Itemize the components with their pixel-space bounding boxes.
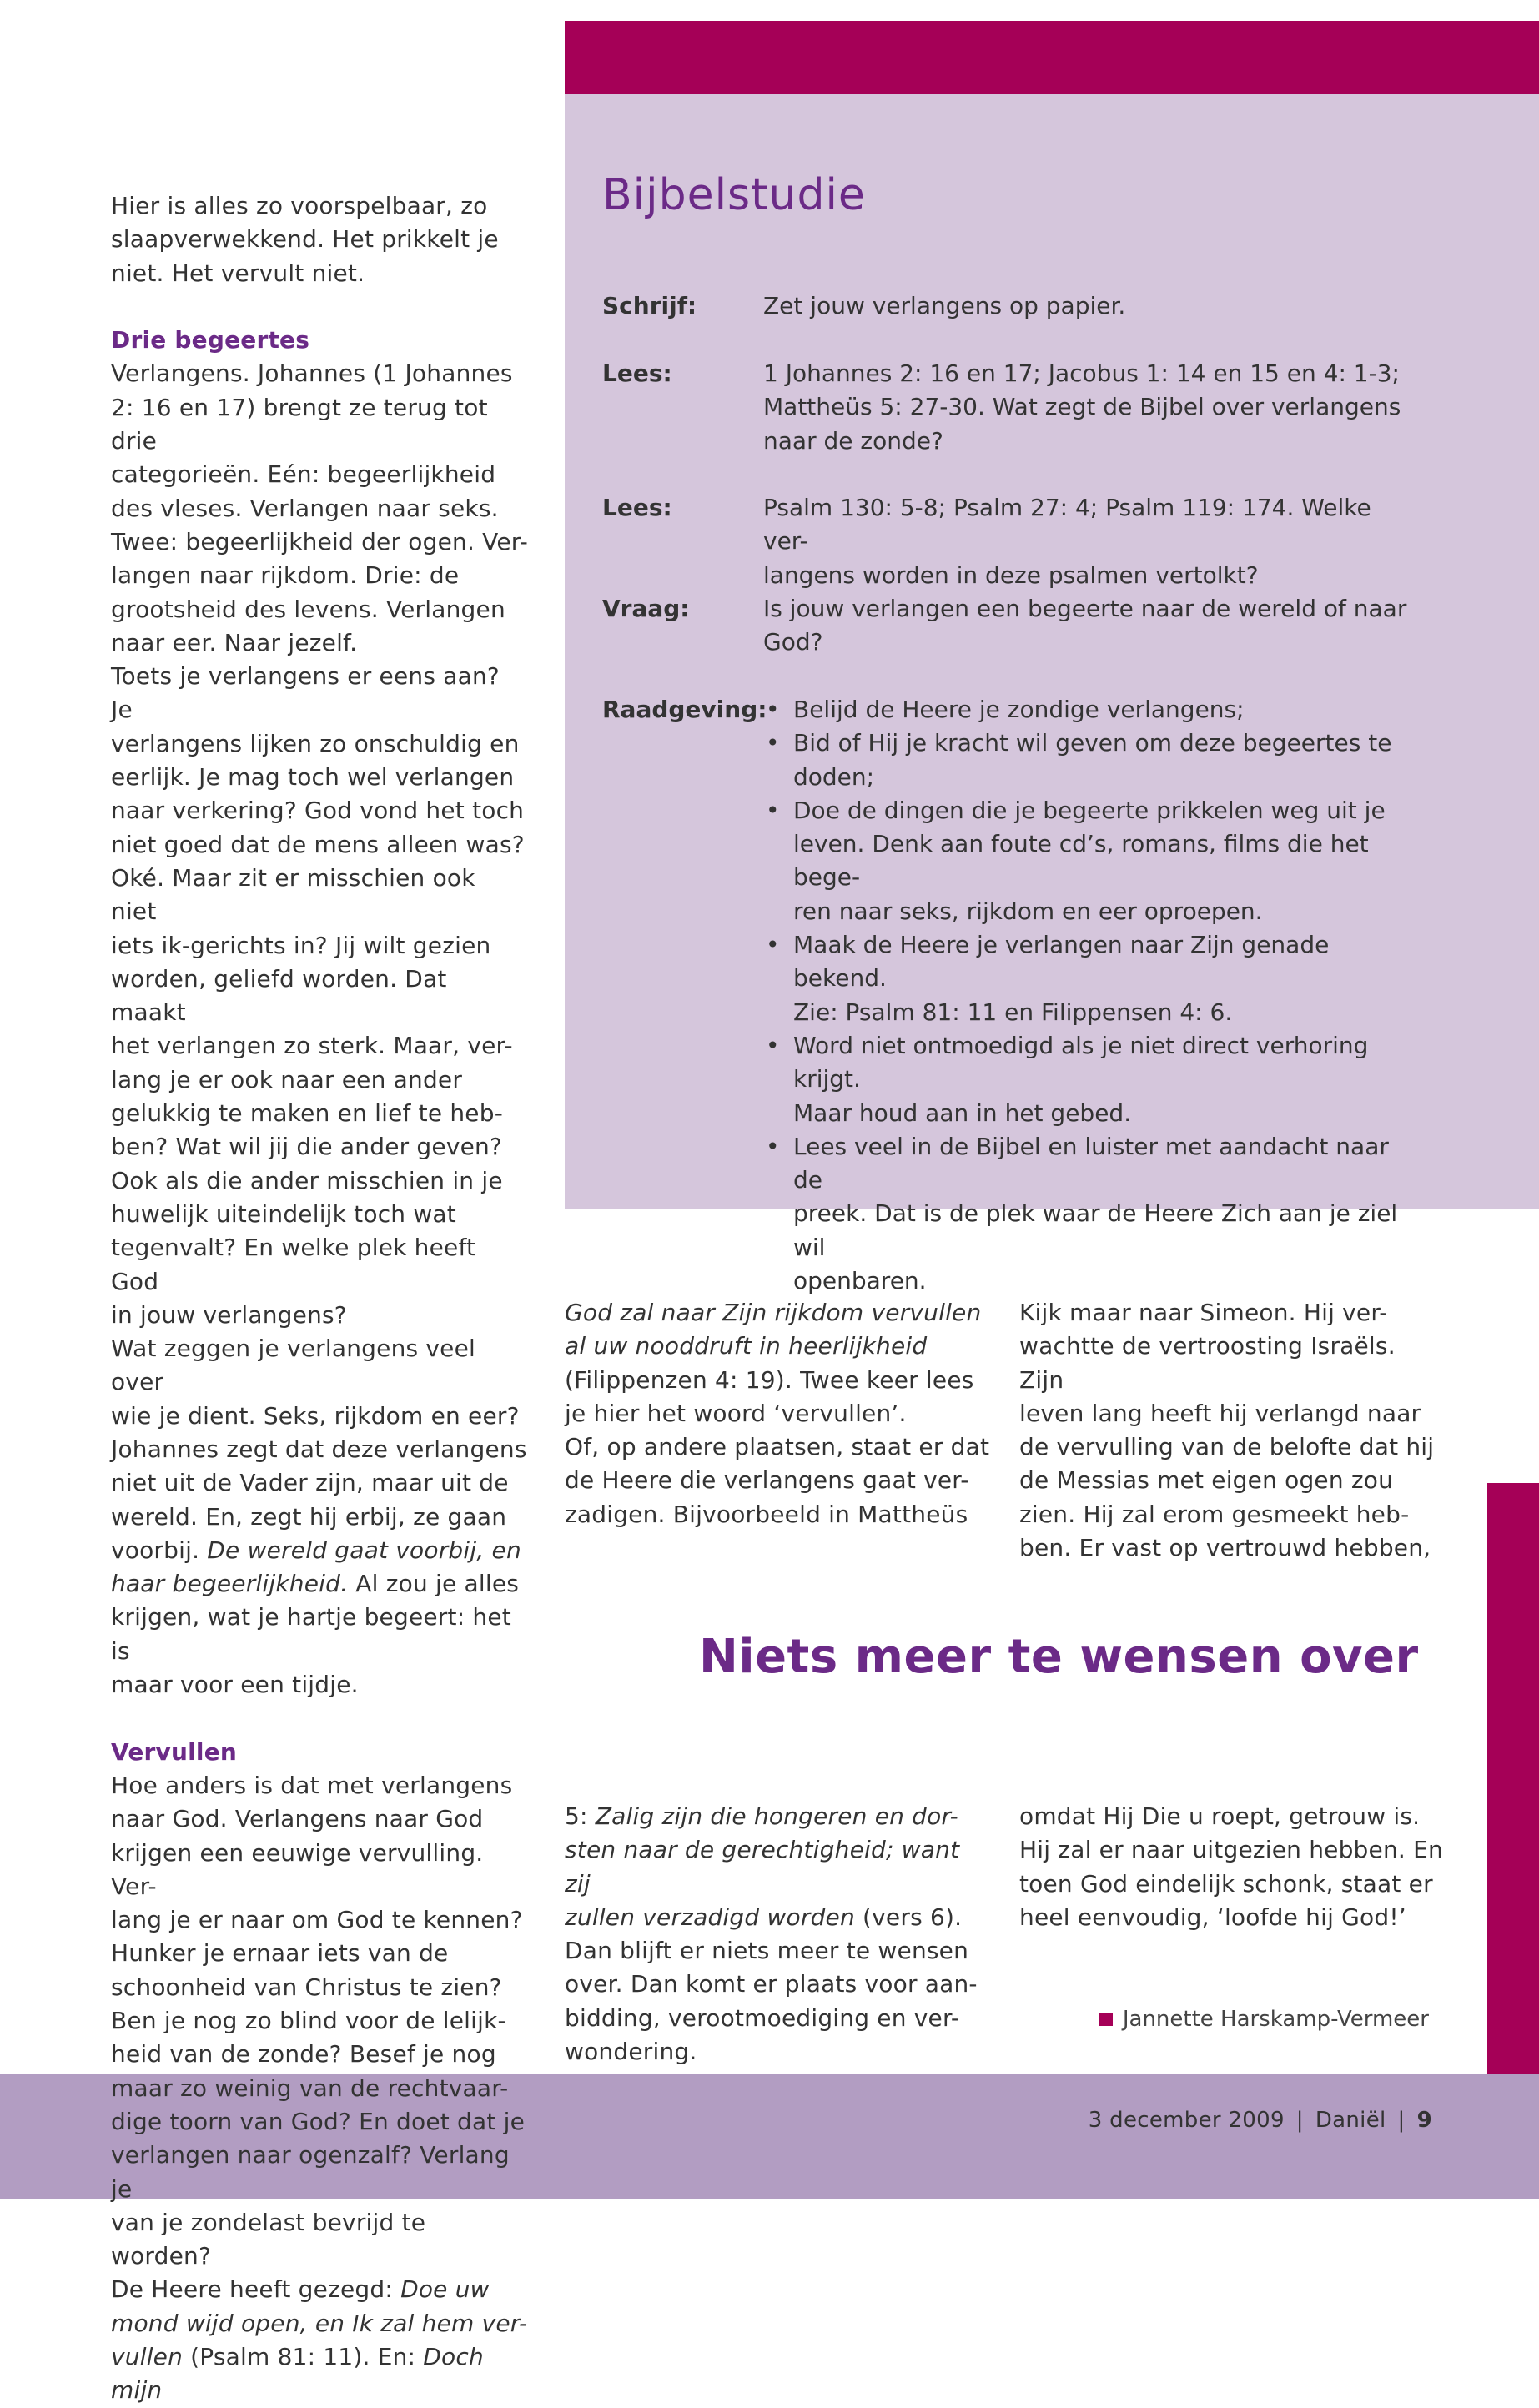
body-line: zullen verzadigd worden (vers 6). (565, 1903, 963, 1931)
article-headline: Niets meer te wensen over (699, 1630, 1419, 1684)
body-line: dige toorn van God? En doet dat je (111, 2107, 526, 2135)
body-line: Twee: begeerlijkheid der ogen. Ver- (111, 527, 528, 555)
body-line: haar begeerlijkheid. Al zou je alles (111, 1570, 520, 1598)
intro-line: Hier is alles zo voorspelbaar, zo (111, 192, 488, 219)
text-lees-1: 1 Johannes 2: 16 en 17; Jacobus 1: 14 en 15 en 4: 1-3; Mattheüs 5: 27-30. Wat zegt de Bijbel over verlangens naar de zonde? (763, 359, 1401, 455)
body-line: Ook als die ander misschien in je (111, 1166, 503, 1194)
body-line: ben? Wat wil jij die ander geven? (111, 1133, 503, 1161)
intro-line: niet. Het vervult niet. (111, 259, 365, 287)
body-line: verlangen naar ogenzalf? Verlang je (111, 2141, 510, 2203)
bijbelstudie-title: Bijbelstudie (602, 170, 866, 220)
body-line: naar God. Verlangens naar God (111, 1805, 484, 1833)
body-line: het verlangen zo sterk. Maar, ver- (111, 1032, 513, 1060)
row-raadgeving (602, 693, 1436, 1295)
body-line: van je zondelast bevrijd te worden? (111, 2208, 426, 2270)
body-line: des vleses. Verlangen naar seks. (111, 494, 499, 522)
body-line: vullen (Psalm 81: 11). En: Doch mijn (111, 2343, 484, 2405)
advice-item: • Maak de Heere je verlangen naar Zijn genade bekend. Zie: Psalm 81: 11 en Filippensen 4: 6. (763, 928, 1414, 1029)
body-line: sten naar de gerechtigheid; want zij (565, 1836, 960, 1898)
body-line: Oké. Maar zit er misschien ook niet (111, 863, 475, 926)
footer-date: 3 december 2009 (1088, 2108, 1285, 2133)
advice-list (763, 693, 1414, 1298)
body-line: grootsheid des levens. Verlangen (111, 595, 505, 623)
body-line: worden, geliefd worden. Dat maakt (111, 964, 447, 1027)
body-line: maar zo weinig van de rechtvaar- (111, 2074, 509, 2102)
advice-item: • Bid of Hij je kracht wil geven om deze begeertes te doden; (763, 726, 1414, 794)
row-vraag (602, 592, 1436, 661)
body-line: schoonheid van Christus te zien? (111, 1973, 502, 2001)
page-number: 9 (1416, 2108, 1432, 2133)
body-line: Hij zal er naar uitgezien hebben. En (1019, 1836, 1443, 1864)
body-line: ben. Er vast op vertrouwd hebben, (1019, 1534, 1431, 1562)
body-line: Wat zeggen je verlangens veel over (111, 1335, 476, 1396)
body-line: lang je er naar om God te kennen? (111, 1906, 523, 1934)
author-byline (1099, 2007, 1429, 2032)
body-line: categorieën. Eén: begeerlijkheid (111, 460, 496, 489)
body-line: omdat Hij Die u roept, getrouw is. (1019, 1802, 1421, 1830)
body-line: De Heere heeft gezegd: Doe uw (111, 2275, 490, 2304)
body-line: Johannes zegt dat deze verlangens (111, 1435, 527, 1463)
body-line: Hunker je ernaar iets van de (111, 1939, 449, 1968)
body-line: wachtte de vertroosting Israëls. Zijn (1019, 1332, 1396, 1394)
body-line: Dan blijft er niets meer te wensen (565, 1937, 969, 1965)
label-lees: Lees: (602, 494, 672, 521)
section-heading-drie-begeertes: Drie begeertes (111, 326, 310, 354)
body-line: gelukkig te maken en lief te heb- (111, 1099, 504, 1128)
section-body-vervullen (111, 1769, 528, 2273)
advice-item: • Belijd de Heere je zondige verlangens; (763, 693, 1414, 726)
row-schrijf (602, 289, 1436, 324)
body-line: (Filippenzen 4: 19). Twee keer lees (565, 1365, 974, 1394)
body-line: voorbij. De wereld gaat voorbij, en (111, 1536, 521, 1564)
body-line: iets ik-gerichts in? Jij wilt gezien (111, 931, 491, 959)
body-line: Verlangens. Johannes (1 Johannes (111, 359, 513, 388)
body-line: Kijk maar naar Simeon. Hij ver- (1019, 1299, 1388, 1326)
body-line: God zal naar Zijn rijkdom vervullen (565, 1299, 982, 1326)
body-line: zien. Hij zal erom gesmeekt heb- (1019, 1500, 1410, 1528)
body-line: in jouw verlangens? (111, 1300, 347, 1329)
body-line: wie je dient. Seks, rijkdom en eer? (111, 1401, 520, 1430)
body-line: de Heere die verlangens gaat ver- (565, 1466, 969, 1495)
body-line: niet uit de Vader zijn, maar uit de (111, 1469, 509, 1497)
body-line: lang je er ook naar een ander (111, 1065, 463, 1093)
body-line: wondering. (565, 2038, 697, 2066)
body-line: heid van de zonde? Besef je nog (111, 2040, 496, 2069)
middle-column-upper (565, 1296, 990, 1531)
body-line: maar voor een tijdje. (111, 1671, 359, 1699)
body-line: naar eer. Naar jezelf. (111, 628, 358, 656)
footer-publication: Daniël (1315, 2108, 1386, 2133)
text-vraag: Is jouw verlangen een begeerte naar de wereld of naar God? (763, 595, 1407, 656)
body-line: 2: 16 en 17) brengt ze terug tot drie (111, 393, 488, 455)
square-bullet-icon (1099, 2013, 1113, 2026)
body-line: verlangens lijken zo onschuldig en (111, 729, 520, 757)
body-line: 5: Zalig zijn die hongeren en dor- (565, 1802, 958, 1830)
row-lees-2 (602, 491, 1436, 589)
top-accent-bar (565, 21, 1539, 94)
right-column-lower (1019, 1800, 1445, 1934)
author-name: Jannette Harskamp-Vermeer (1122, 2007, 1429, 2032)
body-line: langen naar rijkdom. Drie: de (111, 561, 460, 590)
body-line: de Messias met eigen ogen zou (1019, 1466, 1394, 1495)
body-line: heel eenvoudig, ‘loofde hij God!’ (1019, 1903, 1406, 1931)
right-accent-bar (1487, 1483, 1539, 2074)
body-line: mond wijd open, en Ik zal hem ver- (111, 2309, 528, 2337)
body-line: naar verkering? God vond het toch (111, 797, 525, 825)
intro-line: slaapverwekkend. Het prikkelt je (111, 225, 499, 254)
body-line: Toets je verlangens er eens aan? Je (111, 662, 500, 724)
middle-column-lower (565, 1800, 990, 2069)
body-line: de vervulling van de belofte dat hij (1019, 1433, 1435, 1461)
body-line: toen God eindelijk schonk, staat er (1019, 1869, 1433, 1898)
body-line: leven lang heeft hij verlangd naar (1019, 1399, 1421, 1427)
body-line: je hier het woord ‘vervullen’. (565, 1399, 907, 1427)
body-line: krijgen, wat je hartje begeert: het is (111, 1603, 511, 1665)
body-line: krijgen een eeuwige vervulling. Ver- (111, 1838, 484, 1900)
advice-item: • Doe de dingen die je begeerte prikkelen weg uit je leven. Denk aan foute cd’s, romans, films die het bege- ren naar seks, rijkdom en eer oproepen. (763, 794, 1414, 928)
footer-info: 3 december 2009 | Daniël | 9 (1088, 2108, 1432, 2133)
label-raadgeving: Raadgeving: (602, 696, 767, 723)
label-vraag: Vraag: (602, 595, 690, 622)
body-line: huwelijk uiteindelijk toch wat (111, 1199, 456, 1228)
body-line: over. Dan komt er plaats voor aan- (565, 1970, 978, 1998)
label-lees: Lees: (602, 359, 672, 387)
body-line: Ben je nog zo blind voor de lelijk- (111, 2007, 506, 2035)
label-schrijf: Schrijf: (602, 292, 697, 319)
body-line: eerlijk. Je mag toch wel verlangen (111, 763, 515, 792)
advice-item: • Word niet ontmoedigd als je niet direct verhoring krijgt. Maar houd aan in het gebed. (763, 1029, 1414, 1130)
body-line: Of, op andere plaatsen, staat er dat (565, 1433, 990, 1461)
body-line: al uw nooddruft in heerlijkheid (565, 1332, 928, 1360)
row-lees-1 (602, 357, 1436, 459)
text-schrijf: Zet jouw verlangens op papier. (763, 292, 1126, 319)
body-line: wereld. En, zegt hij erbij, ze gaan (111, 1502, 507, 1531)
body-line: zadigen. Bijvoorbeeld in Mattheüs (565, 1500, 968, 1528)
text-lees-2: Psalm 130: 5-8; Psalm 27: 4; Psalm 119: 174. Welke ver- langens worden in deze psalmen vertolkt? (763, 494, 1371, 589)
body-line: tegenvalt? En welke plek heeft God (111, 1234, 476, 1295)
section-body-drie-begeertes (111, 357, 528, 1533)
body-line: bidding, verootmoediging en ver- (565, 2003, 960, 2032)
right-column-upper (1019, 1296, 1445, 1565)
left-column (111, 189, 528, 2408)
advice-item: • Lees veel in de Bijbel en luister met aandacht naar de preek. Dat is de plek waar de Heere Zich aan je ziel wil openbaren. (763, 1130, 1414, 1298)
body-line: Hoe anders is dat met verlangens (111, 1771, 513, 1799)
body-line: niet goed dat de mens alleen was? (111, 830, 525, 858)
section-heading-vervullen: Vervullen (111, 1737, 238, 1766)
